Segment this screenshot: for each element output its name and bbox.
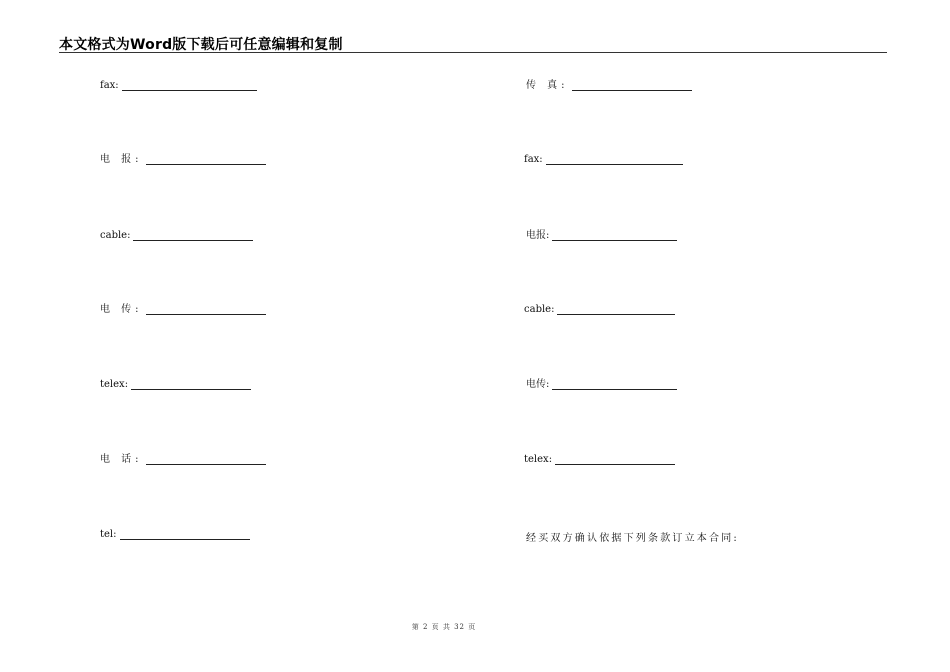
field-label: fax: <box>524 154 543 165</box>
field-label: fax: <box>100 80 119 91</box>
field-label: tel: <box>100 529 117 540</box>
right-field-fax <box>524 154 683 166</box>
blank-line[interactable] <box>146 314 266 315</box>
blank-line[interactable] <box>120 539 250 540</box>
blank-line[interactable] <box>122 90 257 91</box>
blank-line[interactable] <box>131 389 251 390</box>
blank-line[interactable] <box>555 464 675 465</box>
left-field-telegram <box>100 154 266 166</box>
left-field-telex-cn <box>100 304 266 316</box>
left-field-tel <box>100 529 250 541</box>
blank-line[interactable] <box>557 314 675 315</box>
document-header-title: 本文格式为Word版下载后可任意编辑和复制 <box>59 37 343 53</box>
field-label: 电 传: <box>100 304 143 315</box>
field-label: cable: <box>524 304 555 315</box>
right-field-fax-cn <box>526 80 692 92</box>
header-divider <box>59 52 887 53</box>
left-field-cable <box>100 230 253 242</box>
field-label: 电 话: <box>100 454 143 465</box>
blank-line[interactable] <box>572 90 692 91</box>
field-label: telex: <box>100 379 129 390</box>
left-field-fax <box>100 80 257 92</box>
right-field-telex <box>524 454 675 466</box>
field-label: 电 报: <box>100 154 143 165</box>
blank-line[interactable] <box>552 240 677 241</box>
blank-line[interactable] <box>146 164 266 165</box>
blank-line[interactable] <box>552 389 677 390</box>
right-field-telex-cn <box>526 379 677 391</box>
field-label: 传 真: <box>526 80 569 91</box>
field-label: 电传: <box>526 379 550 390</box>
blank-line[interactable] <box>133 240 253 241</box>
right-field-telegram <box>526 230 677 242</box>
field-label: 电报: <box>526 230 550 241</box>
right-field-cable <box>524 304 675 316</box>
contract-statement: 经买双方确认依据下列条款订立本合同: <box>526 533 739 544</box>
blank-line[interactable] <box>546 164 683 165</box>
field-label: cable: <box>100 230 131 241</box>
left-field-telex <box>100 379 251 391</box>
field-label: telex: <box>524 454 553 465</box>
blank-line[interactable] <box>146 464 266 465</box>
left-field-phone-cn <box>100 454 266 466</box>
page-number: 第 2 页 共 32 页 <box>411 623 477 631</box>
